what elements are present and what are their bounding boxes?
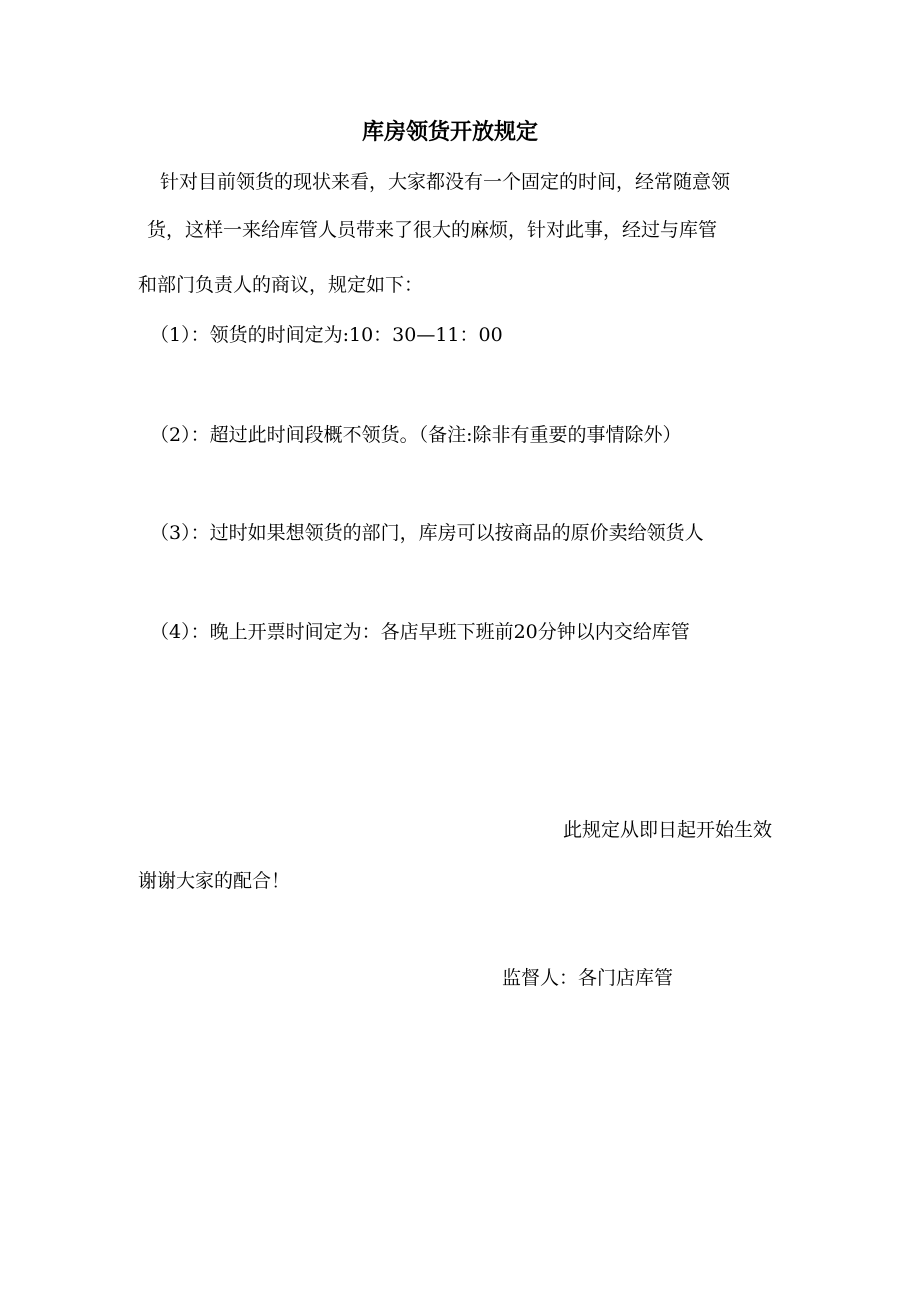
rule-item-2: （2）：超过此时间段概不领货。（备注:除非有重要的事情除外） <box>150 424 682 446</box>
intro-line-2: 货，这样一来给库管人员带来了很大的麻烦，针对此事，经过与库管 <box>147 219 718 241</box>
document-title: 库房领货开放规定 <box>362 119 539 145</box>
rule-item-1: （1）：领货的时间定为:10：30—11：00 <box>150 324 503 346</box>
rule-item-3: （3）：过时如果想领货的部门，库房可以按商品的原价卖给领货人 <box>150 522 704 544</box>
effective-notice: 此规定从即日起开始生效 <box>563 819 773 841</box>
rule-item-4: （4）：晚上开票时间定为：各店早班下班前20分钟以内交给库管 <box>150 621 690 643</box>
thanks-line: 谢谢大家的配合！ <box>138 870 291 892</box>
intro-line-3: 和部门负责人的商议，规定如下： <box>138 274 424 296</box>
intro-line-1: 针对目前领货的现状来看，大家都没有一个固定的时间，经常随意领 <box>160 171 731 193</box>
supervisor-line: 监督人：各门店库管 <box>502 967 674 989</box>
